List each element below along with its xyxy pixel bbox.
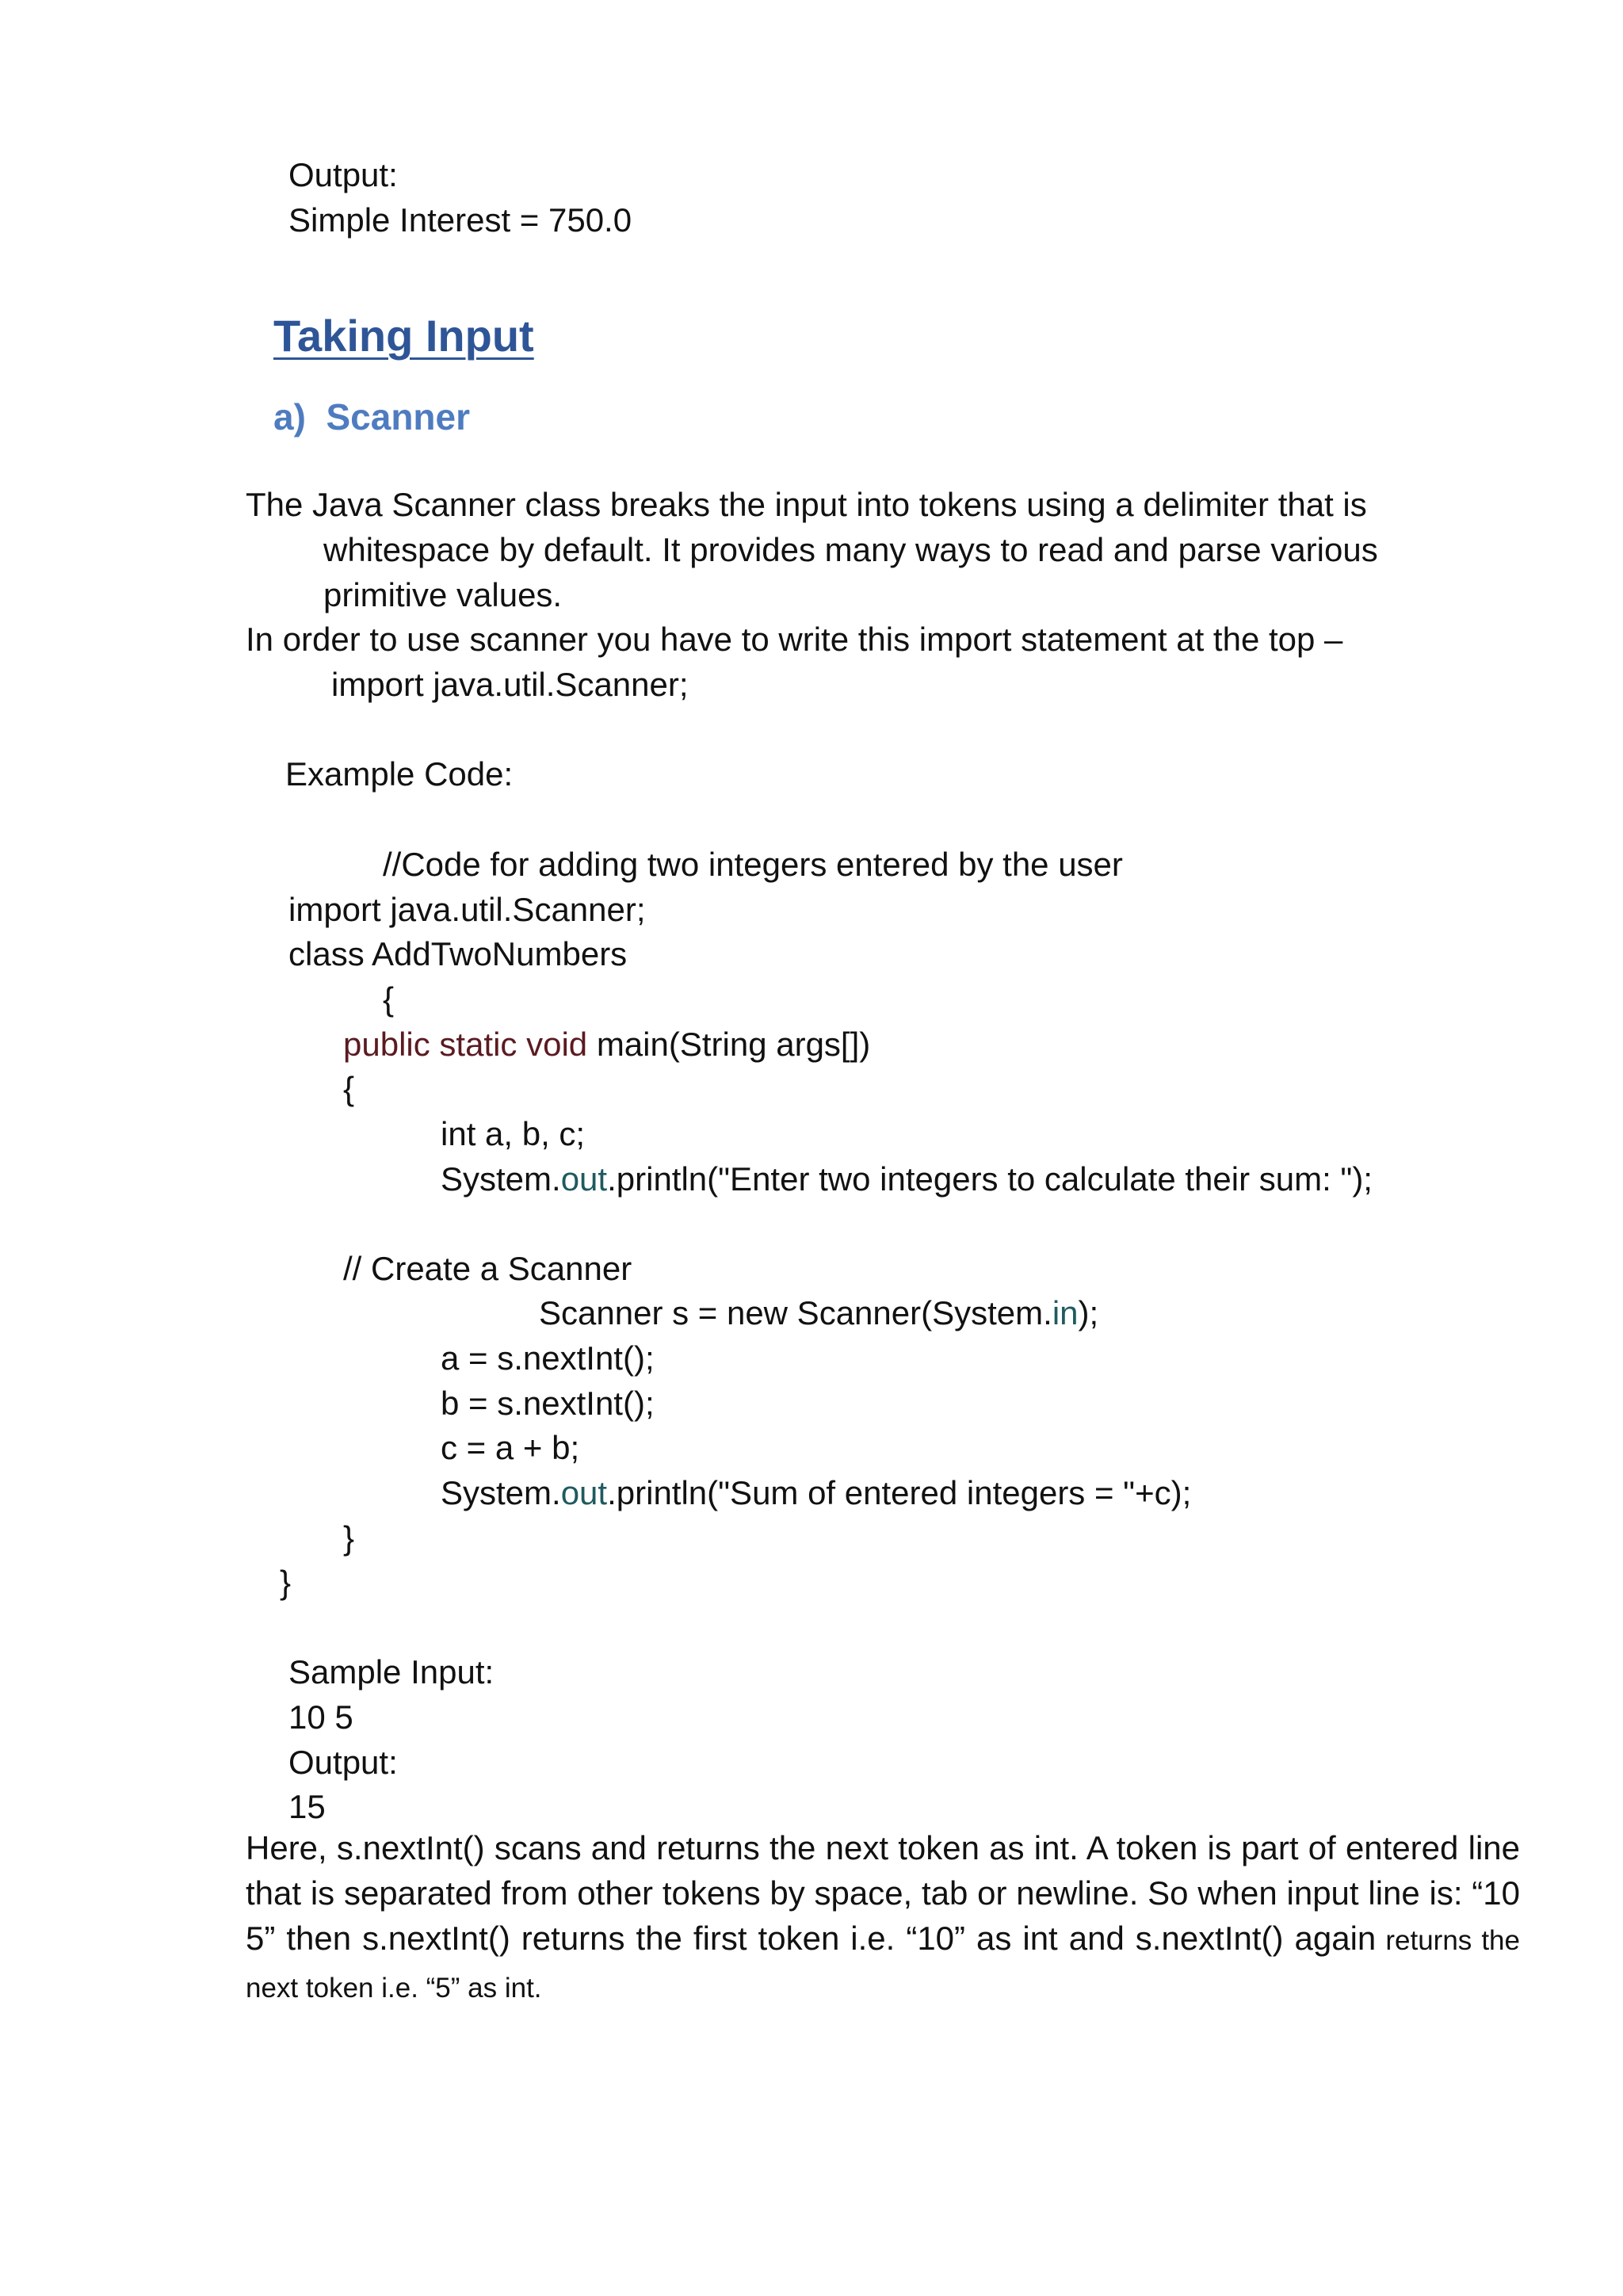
code-scanner-post: ); — [1078, 1294, 1099, 1331]
example-code-label: Example Code: — [285, 755, 514, 793]
code-assign-a: a = s.nextInt(); — [441, 1339, 655, 1377]
code-print2-rest: .println("Sum of entered integers = "+c); — [607, 1474, 1192, 1511]
intro-line-3: primitive values. — [323, 576, 563, 613]
subsection-heading — [273, 396, 470, 437]
explanation-tail: returns the next token i.e. “5” as int. — [246, 1925, 1520, 2004]
code-scanner-init — [539, 1294, 1099, 1331]
intro-line-4: In order to use scanner you have to write this import statement at the top – — [246, 621, 1343, 658]
top-output-value: Simple Interest = 750.0 — [288, 201, 632, 239]
code-assign-c: c = a + b; — [441, 1429, 580, 1466]
code-print2-out: out — [560, 1474, 608, 1511]
code-main-keywords: public static void — [343, 1026, 588, 1063]
top-output-label: Output: — [288, 156, 398, 193]
code-class-decl: class AddTwoNumbers — [288, 935, 628, 972]
code-open-brace-main: { — [343, 1070, 355, 1107]
code-print1-out: out — [560, 1160, 608, 1198]
code-print-prompt — [441, 1160, 1373, 1198]
intro-import-line: import java.util.Scanner; — [331, 666, 689, 703]
code-print1-rest: .println("Enter two integers to calculate their sum: "); — [607, 1160, 1373, 1198]
code-declaration: int a, b, c; — [441, 1115, 586, 1152]
explanation-main: Here, s.nextInt() scans and returns the next token as int. A token is part of entered line that is separated from other tokens by space, tab or newline. So when input line is: “10 5” then s.nextInt() returns the first token i.e. “10” as int and s.nextInt() again — [246, 1829, 1520, 1957]
code-close-brace-class: } — [280, 1564, 292, 1601]
code-comment-top: //Code for adding two integers entered by the user — [383, 846, 1123, 883]
code-print2-system: System. — [441, 1474, 561, 1511]
sample-input-value: 10 5 — [288, 1698, 353, 1736]
code-scanner-in: in — [1052, 1294, 1079, 1331]
intro-line-1: The Java Scanner class breaks the input into tokens using a delimiter that is — [246, 486, 1367, 523]
sample-output-label: Output: — [288, 1744, 398, 1781]
section-title: Taking Input — [273, 311, 534, 361]
code-comment-scanner: // Create a Scanner — [343, 1250, 632, 1287]
code-import: import java.util.Scanner; — [288, 891, 646, 928]
code-print-sum — [441, 1474, 1192, 1511]
code-scanner-pre: Scanner s = new Scanner(System. — [539, 1294, 1052, 1331]
intro-line-2: whitespace by default. It provides many ways to read and parse various — [323, 531, 1378, 568]
code-print1-system: System. — [441, 1160, 561, 1198]
explanation-paragraph — [246, 1825, 1520, 2011]
code-main-signature — [343, 1028, 870, 1061]
code-assign-b: b = s.nextInt(); — [441, 1385, 655, 1422]
subsection-marker: a) — [273, 396, 306, 437]
code-close-brace-main: } — [343, 1519, 355, 1557]
subsection-title: Scanner — [326, 396, 470, 437]
code-open-brace-class: { — [383, 980, 395, 1018]
sample-output-value: 15 — [288, 1788, 326, 1825]
code-main-rest: main(String args[]) — [587, 1026, 871, 1063]
sample-input-label: Sample Input: — [288, 1653, 495, 1690]
